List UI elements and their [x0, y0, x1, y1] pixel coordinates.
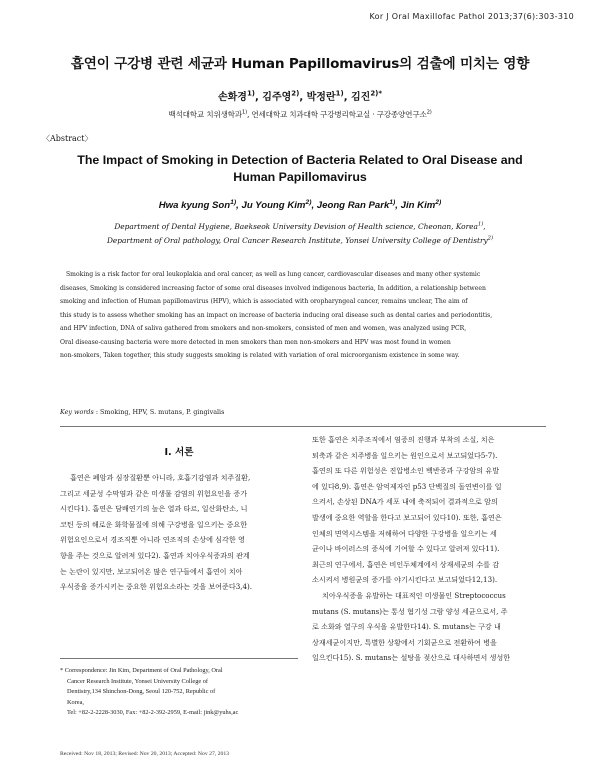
- body-right-column: 또한 흡연은 치주조직에서 염증의 진행과 부착의 소실, 치은 퇴축과 같은 치주병을 일으키는 원인으로서 보고되었다5-7). 흡연의 또 다른 위험성은 진압병소인 백반증과 구강암의 유발 에 있다8,9). 흡연은 암억제자인 p53 단백질의 돌연변이를 일 으켜서, 손상된 DNA가 세포 내에 축적되어 결과적으로 암의 발생에 중요한 역할을 한다고 보고되어 있다10). 또한, 흡연은 인체의 면역시스템을 저해하여 다양한 구강병을 일으키는 세 균이나 바이러스의 증식에 기여할 수 있다고 알려져 있다11). 최근의 연구에서, 흡연은 비인두체계에서 상재세균의 수를 감 소시켜서 병원균의 증가를 야기시킨다고 보고되었다12,13). 치아우식증을 유발하는 대표적인 미생물인 Streptococcus mutans (S. mutans)는 통성 혐기성 그람 양성 세균으로서, 주 로 소화와 열구의 우식을 유발한다14). S. mutans는 구강 내 상재세균이지만, 특별한 상황에서 기회균으로 전환하여 병을 일으킨다15). S. mutans는 설탕을 젖산으로 대사하면서 생성한: [312, 435, 511, 663]
- english-affiliation: Department of Dental Hygiene, Baekseok University Devision of Health science, Cheonan, Korea$^{1)}$, Department of Oral pathology, Oral Cancer Research Institute, Yonsei University College of Dentistry$^{2)}$: [107, 221, 493, 245]
- english-title: The Impact of Smoking in Detection of Bacteria Related to Oral Disease and Human Papillomavirus: [77, 153, 523, 184]
- author-name: 박정란: [306, 92, 336, 103]
- section-heading-introduction: Ⅰ. 서론: [164, 447, 194, 458]
- author-name: 손화경: [217, 92, 247, 103]
- abstract-label: 〈Abstract〉: [42, 134, 93, 143]
- footnote-divider: [60, 658, 298, 659]
- body-left-column: 흡연은 폐암과 심장질환뿐 아니라, 호흡기감염과 치주질환, 그리고 세균성 수막염과 같은 미생물 감염의 위험요인을 증가 시킨다1). 흡연은 담배연기의 높은 열과 타르, 일산화탄소, 니 코틴 등의 해로운 화학물질에 의해 구강병을 일으키는 중요한 위험요인으로서 경조직뿐 아니라 연조직의 손상에 심각한 영 향을 주는 것으로 알려져 있다2). 흡연과 치아우식증과의 관계 는 논란이 있지만, 보고되어온 많은 연구들에서 흡연이 치아 우식증을 증가시키는 중요한 위험요소라는 것을 보여준다3,4).: [60, 473, 253, 592]
- author-name: 김주영: [262, 92, 292, 103]
- korean-affiliation: 백석대학교 치위생학과$^{1)}$, 연세대학교 치과대학 구강병리학교실 · 구강종양연구소$^{2)}$: [168, 109, 432, 119]
- correspondence-footnote: * Correspondence: Jin Kim, Department of Oral Pathology, Oral Cancer Research Institute, Yonsei University College of Dentistry,134 Shinchon-Dong, Seoul 120-752, Republic of Korea, Tel: +82-2-2228-3030, Fax: +82-2-392-2959, E-mail: jink@yuhs,ac: [60, 667, 239, 717]
- keywords: Key words : Smoking, HPV, S. mutans, P. gingivalis: [60, 408, 225, 416]
- abstract-body: Smoking is a risk factor for oral leukoplakia and oral cancer, as well as lung cancer, cardiovascular diseases and many other systemic diseases, Smoking is considered increasing factor of some oral diseases involved indigenous bacteria, In addition, a relationship between smoking and infection of Human papillomavirus (HPV), which is associated with oropharyngeal cancer, remains unclear, The aim of this study is to assess whether smoking has an impact on increase of bacteria inducing oral disease such as dental caries and periodontitis, and HPV infection, DNA of saliva gathered from smokers and non-smokers, consisted of men and women, was analyzed using PCR, Oral disease-causing bacteria were more detected in men smokers than men non-smokers and HPV was most found in women non-smokers, Taken together, this study suggests smoking is related with variation of oral microorganism existence in some way.: [60, 271, 493, 359]
- journal-reference: Kor J Oral Maxillofac Pathol 2013;37(6):303-310: [369, 12, 574, 21]
- section-divider: [60, 426, 546, 427]
- korean-authors: 손화경$^{1)}$, 김주영$^{2)}$, 박정란$^{1)}$, 김진$^{2)*}$: [217, 89, 383, 103]
- received-dates: Received: Nov 18, 2013; Revised: Nov 20, 2013; Accepted: Nov 27, 2013: [60, 751, 230, 757]
- korean-title: 흡연이 구강병 관련 세균과 Human Papillomavirus의 검출에 미치는 영향: [70, 56, 530, 72]
- author-name: 김진: [350, 92, 371, 103]
- english-authors: Hwa kyung Son$^{1)}$, Ju Young Kim$^{2)}$, Jeong Ran Park$^{1)}$, Jin Kim$^{2)}$: [158, 198, 442, 211]
